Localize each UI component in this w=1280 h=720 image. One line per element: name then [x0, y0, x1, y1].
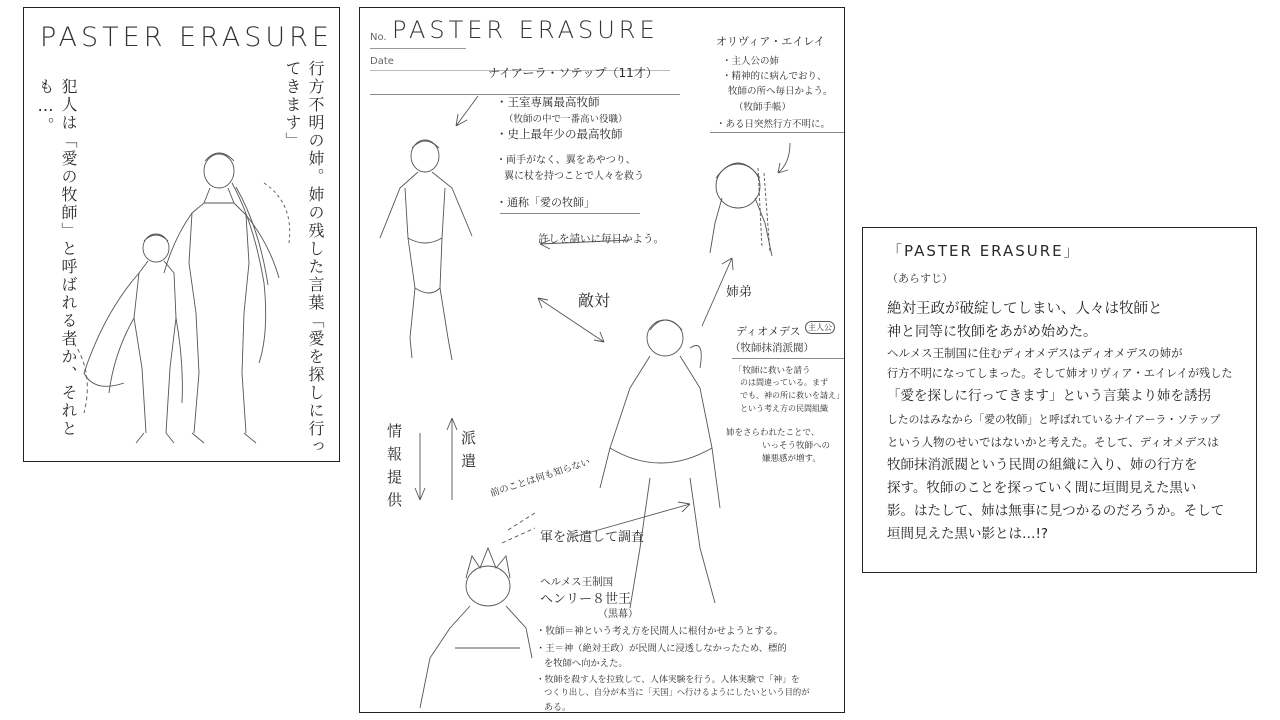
olivia-line-5: ・ある日突然行方不明に。 [716, 119, 831, 130]
diomedes-note-3: でも、神の所に救いを請え」 [740, 391, 844, 400]
nayara-name: ナイアーラ・ソテップ（11才） [488, 66, 658, 80]
cover-right-tagline: 行方不明の姉。姉の残した言葉「愛を探しに行ってきます」 [283, 60, 325, 456]
synopsis-line-3: ヘルメス王制国に住むディオメデスはディオメデスの姉が [887, 346, 1183, 360]
olivia-line-1: ・主人公の姉 [722, 56, 780, 67]
nayara-bullet-5: 翼に杖を持つことで人々を救う [504, 171, 644, 182]
diomedes-note-4: という考え方の民間組織 [740, 404, 828, 413]
henry-bullet-3: を牧師へ向かえた。 [544, 658, 628, 669]
unknown-past-label: 前のことは何も知らない [488, 456, 592, 500]
character-relationship-sheet [359, 7, 845, 713]
diomedes-name: ディオメデス [736, 325, 801, 338]
nayara-bullet-4: ・両手がなく、翼をあやつり、 [496, 155, 636, 166]
sheet-date-label: Date [370, 56, 394, 67]
olivia-line-4: （牧師手帳） [734, 102, 792, 113]
info-provide-label: 情報提供 [385, 423, 403, 515]
henry-bullet-2: ・王＝神（絶対王政）が民間人に浸透しなかったため、標的 [536, 643, 787, 654]
sibling-label: 姉弟 [726, 285, 753, 300]
henry-kingdom: ヘルメス王制国 [540, 576, 614, 588]
diomedes-note-2: のは間違っている。まず [740, 378, 828, 387]
synopsis-line-6: したのはみなから「愛の牧師」と呼ばれているナイアーラ・ソテップ [887, 413, 1221, 426]
synopsis-subtitle: （あらすじ） [887, 272, 953, 285]
diomedes-note2-1: 姉をさらわれたことで、 [726, 428, 820, 438]
olivia-line-2: ・精神的に病んでおり、 [722, 71, 827, 82]
henry-role: （黒幕） [598, 609, 638, 620]
henry-bullet-1: ・牧師＝神という考え方を民間人に根付かせようとする。 [536, 626, 784, 637]
synopsis-line-2: 神と同等に牧師をあがめ始めた。 [887, 324, 1097, 340]
sheet-title: PASTER ERASURE [392, 16, 659, 44]
diomedes-note2-3: 嫌悪感が増す。 [762, 454, 821, 464]
synopsis-line-8: 牧師抹消派閥という民間の組織に入り、姉の行方を [887, 457, 1198, 473]
olivia-line-3: 牧師の所へ毎日かよう。 [728, 86, 833, 97]
dispatch-label: 派遣 [459, 430, 477, 476]
synopsis-line-10: 影。はたして、姉は無事に見つかるのだろうか。そして [887, 503, 1225, 519]
diomedes-note2-2: いっそう牧師への [762, 441, 831, 451]
protagonist-badge: 主人公 [805, 321, 835, 334]
synopsis-line-7: という人物のせいではないかと考えた。そして、ディオメデスは [887, 435, 1219, 449]
nayara-bullet-6: ・通称「愛の牧師」 [496, 196, 595, 209]
diomedes-note-1: 「牧師に救いを請う [734, 366, 811, 376]
olivia-name: オリヴィア・エイレイ [716, 35, 825, 48]
enemy-label: 敵対 [578, 291, 611, 310]
synopsis-line-4: 行方不明になってしまった。そして姉オリヴィア・エイレイが残した [887, 367, 1233, 380]
sheet-sketches-and-arrows [360, 8, 845, 713]
henry-bullet-4: ・牧師を殺す人を拉致して、人体実験を行う。人体実験で「神」を [536, 675, 800, 685]
nayara-bullet-2: （牧師の中で一番高い役職） [504, 114, 628, 125]
army-dispatch-label: 軍を派遣して調査 [540, 530, 645, 545]
diomedes-group: （牧師抹消派閥） [730, 342, 814, 354]
synopsis-line-9: 探す。牧師のことを探っていく間に垣間見えた黒い [887, 480, 1197, 496]
synopsis-title: 「PASTER ERASURE」 [887, 242, 1081, 260]
sheet-no-label: No. [370, 32, 387, 43]
nayara-bullet-1: ・王室専属最高牧師 [496, 95, 600, 109]
synopsis-line-11: 垣間見えた黒い影とは…!? [887, 526, 1049, 542]
synopsis-panel [862, 227, 1257, 573]
henry-name: ヘンリー８世王 [540, 592, 632, 607]
synopsis-line-5: 「愛を探しに行ってきます」という言葉より姉を誘拐 [887, 388, 1211, 404]
cover-left-tagline: 犯人は「愛の牧師」と呼ばれる者か、それとも…。 [36, 78, 78, 438]
forgiveness-label: 許しを請いに毎日かよう。 [538, 233, 664, 245]
synopsis-body [887, 298, 1247, 546]
henry-bullet-5: つくり出し、自分が本当に「天国」へ行けるようにしたいという目的が [544, 687, 810, 697]
nayara-bullet-3: ・史上最年少の最高牧師 [496, 127, 623, 141]
cover-illustration-panel [23, 7, 340, 462]
henry-bullet-6: ある。 [544, 703, 572, 713]
cover-title: PASTER ERASURE [40, 22, 333, 53]
cover-figures-sketch [64, 143, 299, 453]
synopsis-line-1: 絶対王政が破綻してしまい、人々は牧師と [887, 301, 1163, 317]
